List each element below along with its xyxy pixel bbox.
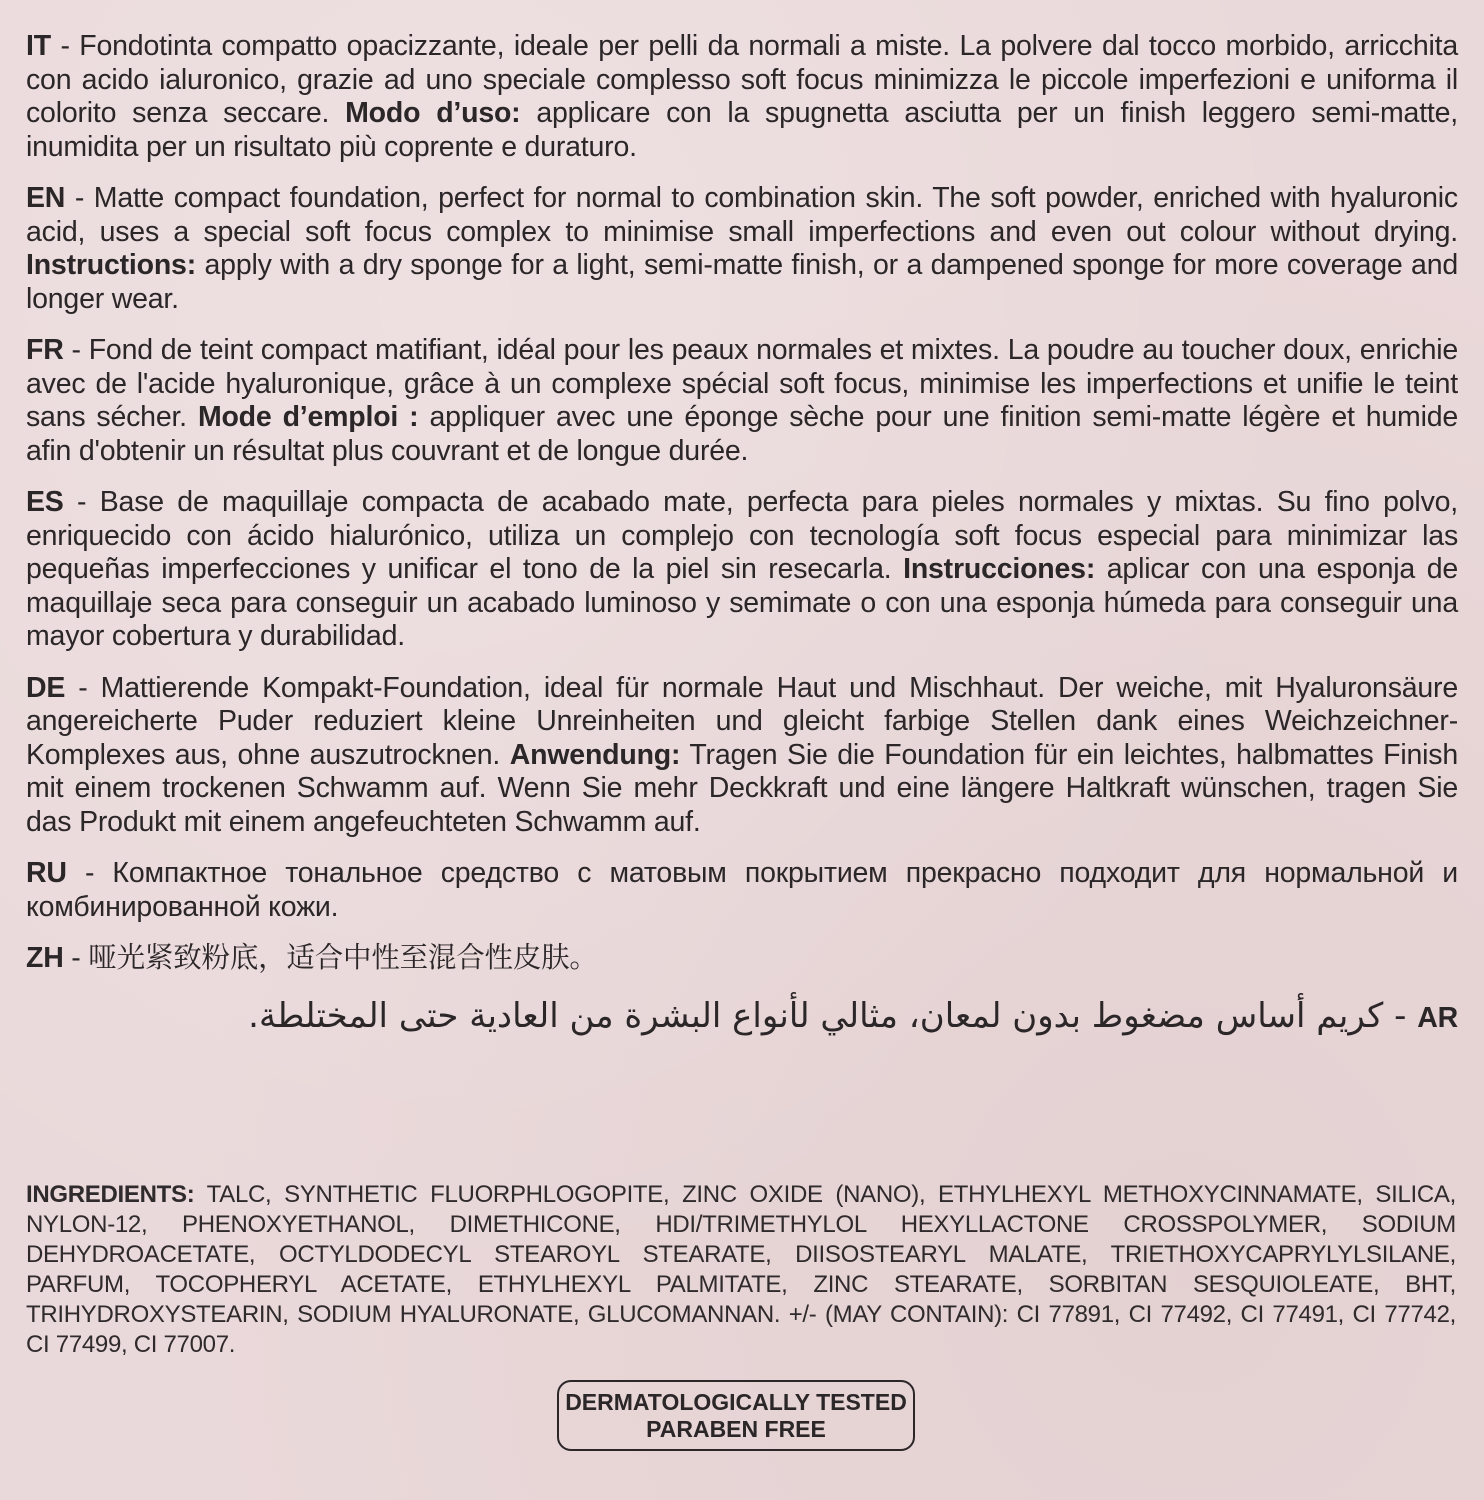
language-code-zh: ZH bbox=[26, 942, 64, 974]
description-fr bbox=[26, 334, 1458, 468]
language-code-es: ES bbox=[26, 486, 64, 518]
usage-text-fr: appliquer avec une éponge sèche pour une finition semi-matte légère et humide afin d'obtenir un résultat plus couvrant et de longue durée. bbox=[26, 401, 1459, 467]
description-it bbox=[26, 30, 1458, 164]
description-ru-text: - Компактное тональное средство с матовым покрытием прекрасно подходит для нормальной и комбинированной кожи. bbox=[26, 857, 1458, 923]
description-es-text: - Base de maquillaje compacta de acabado mate, perfecta para pieles normales y mixtas. Su fino polvo, enriquecido con ácido hialurónico, utiliza un complejo con tecnología soft focus especial para minimizar las pequeñas imperfecciones y unificar el tono de la piel sin resecarla. bbox=[26, 486, 1458, 585]
description-es bbox=[26, 486, 1458, 654]
multilingual-description bbox=[26, 30, 1458, 1064]
usage-label-it: Modo d’uso: bbox=[345, 97, 521, 129]
description-it-text: - Fondotinta compatto opacizzante, ideale per pelli da normali a miste. La polvere dal tocco morbido, arricchita con acido ialuronico, grazie ad uno speciale complesso soft focus minimizza le piccole imperfezioni e uniforma il colorito senza seccare. bbox=[26, 30, 1458, 129]
ingredients-list bbox=[26, 1180, 1456, 1360]
description-fr-text: - Fond de teint compact matifiant, idéal pour les peaux normales et mixtes. La poudre au toucher doux, enrichie avec de l'acide hyaluronique, grâce à un complexe spécial soft focus, minimise les imperfections et unifie le teint sans sécher. bbox=[26, 334, 1458, 433]
description-zh-text: - 哑光紧致粉底，适合中性至混合性皮肤。 bbox=[63, 942, 598, 974]
description-ar: كريم أساس مضغوط بدون لمعان، مثالي لأنواع البشرة من العادية حتى المختلطة. - AR bbox=[248, 995, 1458, 1036]
description-de-text: - Mattierende Kompakt-Foundation, ideal für normale Haut und Mischhaut. Der weiche, mit Hyaluronsäure angereicherte Puder reduziert kleine Unreinheiten und gleicht farbige Stellen dank eines Weichzeichner-Komplexes aus, ohne auszutrocknen. bbox=[26, 671, 1458, 771]
language-code-ru: RU bbox=[26, 857, 67, 889]
badge-line-paraben-free: PARABEN FREE bbox=[646, 1415, 826, 1442]
usage-text-en: apply with a dry sponge for a light, semi-matte finish, or a dampened sponge for more coverage and longer wear. bbox=[26, 249, 1458, 315]
language-code-fr: FR bbox=[26, 334, 64, 366]
description-en bbox=[26, 182, 1458, 316]
certification-badge bbox=[557, 1380, 915, 1451]
language-code-ar: AR bbox=[1417, 1001, 1458, 1034]
language-code-it: IT bbox=[26, 30, 51, 62]
usage-label-fr: Mode d’emploi : bbox=[197, 401, 419, 433]
language-code-de: DE bbox=[26, 671, 66, 704]
usage-label-es: Instrucciones: bbox=[903, 553, 1096, 585]
badge-line-dermatologically-tested: DERMATOLOGICALLY TESTED bbox=[565, 1388, 907, 1415]
ingredients-text: TALC, SYNTHETIC FLUORPHLOGOPITE, ZINC OXIDE (NANO), ETHYLHEXYL METHOXYCINNAMATE, SILICA, NYLON-12, PHENOXYETHANOL, DIMETHICONE, HDI/TRIMETHYLOL HEXYLLACTONE CROSSPOLYMER, SODIUM DEHYDROACETATE, OCTYLDODECYL STEAROYL STEARATE, DIISOSTEARYL MALATE, TRIETHOXYCAPRYLYLSILANE, PARFUM, TOCOPHERYL ACETATE, ETHYLHEXYL PALMITATE, ZINC STEARATE, SORBITAN SESQUIOLEATE, BHT, TRIHYDROXYSTEARIN, SODIUM HYALURONATE, GLUCOMANNAN. +/- (MAY CONTAIN): CI 77891, CI 77492, CI 77491, CI 77742, CI 77499, CI 77007. bbox=[26, 1181, 1456, 1358]
language-code-en: EN bbox=[26, 182, 66, 214]
description-ar-text: كريم أساس مضغوط بدون لمعان، مثالي لأنواع البشرة من العادية حتى المختلطة. bbox=[248, 995, 1384, 1036]
description-en-text: - Matte compact foundation, perfect for normal to combination skin. The soft powder, enriched with hyaluronic acid, uses a special soft focus complex to minimise small imperfections and even out colour without drying. bbox=[26, 182, 1458, 248]
description-zh bbox=[26, 942, 1458, 976]
ingredients-label: INGREDIENTS: bbox=[26, 1181, 195, 1208]
usage-text-it: applicare con la spugnetta asciutta per un finish leggero semi-matte, inumidita per un risultato più coprente e duraturo. bbox=[26, 97, 1458, 163]
description-ru bbox=[26, 857, 1458, 924]
usage-label-de: Anwendung: bbox=[509, 738, 681, 771]
usage-text-es: aplicar con una esponja de maquillaje seca para conseguir un acabado luminoso y semimate o con una esponja húmeda para conseguir una mayor cobertura y durabilidad. bbox=[26, 553, 1458, 652]
usage-text-de: Tragen Sie die Foundation für ein leichtes, halbmattes Finish mit einem trockenen Schwamm auf. Wenn Sie mehr Deckkraft und eine längere Haltkraft wünschen, tragen Sie das Produkt mit einem angefeuchteten Schwamm auf. bbox=[26, 738, 1458, 838]
description-de bbox=[26, 672, 1458, 840]
usage-label-en: Instructions: bbox=[26, 249, 196, 281]
